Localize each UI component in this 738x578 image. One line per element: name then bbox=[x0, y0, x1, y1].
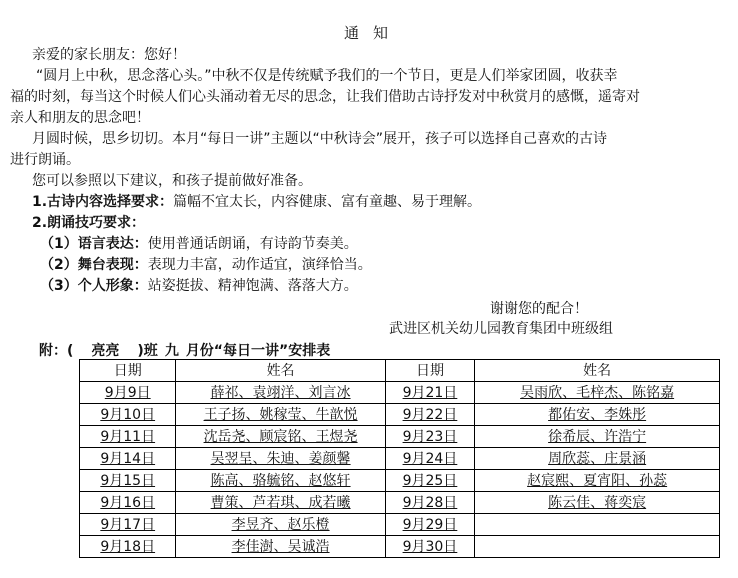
attachment-title bbox=[39, 340, 330, 360]
attachment-prefix: 附：( bbox=[39, 343, 74, 359]
requirement-2 bbox=[32, 214, 145, 233]
signature: 武进区机关幼儿园教育集团中班级组 bbox=[389, 321, 613, 337]
paragraph-2-line-2: 进行朗诵。 bbox=[10, 152, 80, 168]
names-cell: 薛祁、袁翊洋、刘言冰 bbox=[210, 384, 351, 401]
table-row bbox=[80, 426, 720, 448]
names-cell: 王子扬、姚稼莹、牛歆悦 bbox=[203, 406, 358, 423]
greeting: 亲爱的家长朋友：您好！ bbox=[32, 47, 186, 63]
requirement-2-item-1 bbox=[40, 235, 358, 254]
date-cell: 9月22日 bbox=[402, 406, 458, 423]
names-cell: 周欣蕊、庄景涵 bbox=[548, 450, 647, 467]
table-row bbox=[80, 470, 720, 492]
item-1-label: （1）语言表达： bbox=[40, 236, 148, 252]
date-cell: 9月21日 bbox=[402, 384, 458, 401]
table-row bbox=[80, 536, 720, 558]
paragraph-3: 您可以参照以下建议，和孩子提前做好准备。 bbox=[32, 173, 312, 189]
date-cell: 9月11日 bbox=[100, 428, 156, 445]
notice-title: 通知 bbox=[344, 24, 403, 42]
date-cell: 9月24日 bbox=[402, 450, 458, 467]
date-cell: 9月16日 bbox=[100, 494, 156, 511]
attachment-suffix: 月份“每日一讲”安排表 bbox=[185, 343, 331, 359]
names-cell: 徐希辰、许浩宁 bbox=[548, 428, 647, 445]
names-cell: 曹策、芦若琪、成若曦 bbox=[210, 494, 351, 511]
attachment-month: 九 bbox=[164, 343, 179, 359]
date-cell: 9月30日 bbox=[402, 538, 458, 555]
header-name-1: 姓名 bbox=[176, 360, 385, 382]
table-row bbox=[80, 514, 720, 536]
requirement-1-label: 1.古诗内容选择要求： bbox=[32, 194, 174, 210]
requirement-2-label: 2.朗诵技巧要求： bbox=[32, 215, 146, 231]
item-2-text: 表现力丰富，动作适宜，演绎恰当。 bbox=[147, 257, 372, 273]
names-cell: 都佑安、李姝彤 bbox=[548, 406, 647, 423]
item-1-text: 使用普通话朗诵，有诗韵节奏美。 bbox=[147, 236, 358, 252]
date-cell: 9月28日 bbox=[402, 494, 458, 511]
requirement-1 bbox=[32, 193, 481, 212]
attachment-mid: )班 bbox=[137, 343, 158, 359]
names-cell: 沈岳尧、顾宸铭、王煜尧 bbox=[203, 428, 358, 445]
item-3-text: 站姿挺拔、精神饱满、落落大方。 bbox=[147, 278, 358, 294]
table-row bbox=[80, 382, 720, 404]
header-date-2: 日期 bbox=[385, 360, 475, 382]
header-date-1: 日期 bbox=[80, 360, 176, 382]
names-cell: 陈云佳、蒋奕宸 bbox=[548, 494, 647, 511]
date-cell: 9月29日 bbox=[402, 516, 458, 533]
paragraph-1-line-3: 亲人和朋友的思念吧！ bbox=[10, 110, 150, 126]
names-cell: 李昱齐、赵乐橙 bbox=[231, 516, 330, 533]
date-cell: 9月10日 bbox=[100, 406, 156, 423]
paragraph-1-line-2: 福的时刻，每当这个时候人们心头涌动着无尽的思念，让我们借助古诗抒发对中秋赏月的感慨，遥寄对 bbox=[10, 89, 640, 105]
date-cell: 9月9日 bbox=[104, 384, 151, 401]
item-2-label: （2）舞台表现： bbox=[40, 257, 148, 273]
header-name-2: 姓名 bbox=[475, 360, 720, 382]
names-cell: 吴雨欣、毛梓杰、陈铭嘉 bbox=[520, 384, 675, 401]
paragraph-2-line-1: 月圆时候，思乡切切。本月“每日一讲”主题以“中秋诗会”展开，孩子可以选择自己喜欢的古诗 bbox=[32, 131, 608, 147]
paragraph-1-line-1: “圆月上中秋，思念落心头。”中秋不仅是传统赋予我们的一个节日，更是人们举家团圆，收获幸 bbox=[36, 68, 618, 84]
date-cell: 9月17日 bbox=[100, 516, 156, 533]
names-cell: 吴翌呈、朱迪、姜颜馨 bbox=[210, 450, 351, 467]
attachment-class-name: 亮亮 bbox=[91, 343, 120, 359]
names-cell: 陈高、骆毓铭、赵悠轩 bbox=[210, 472, 351, 489]
date-cell: 9月25日 bbox=[402, 472, 458, 489]
requirement-2-item-2 bbox=[40, 256, 372, 275]
date-cell: 9月23日 bbox=[402, 428, 458, 445]
names-cell: 赵宸熙、夏宵阳、孙蕊 bbox=[527, 472, 668, 489]
item-3-label: （3）个人形象： bbox=[40, 278, 148, 294]
schedule-table bbox=[79, 359, 720, 558]
requirement-1-text: 篇幅不宜太长，内容健康、富有童趣、易于理解。 bbox=[173, 194, 482, 210]
table-row bbox=[80, 448, 720, 470]
date-cell: 9月18日 bbox=[100, 538, 156, 555]
requirement-2-item-3 bbox=[40, 277, 358, 296]
table-row bbox=[80, 404, 720, 426]
table-header-row bbox=[80, 360, 720, 382]
date-cell: 9月14日 bbox=[100, 450, 156, 467]
names-cell: 李佳澍、吴诚浩 bbox=[231, 538, 330, 555]
table-row bbox=[80, 492, 720, 514]
date-cell: 9月15日 bbox=[100, 472, 156, 489]
thanks-text: 谢谢您的配合！ bbox=[490, 301, 588, 317]
